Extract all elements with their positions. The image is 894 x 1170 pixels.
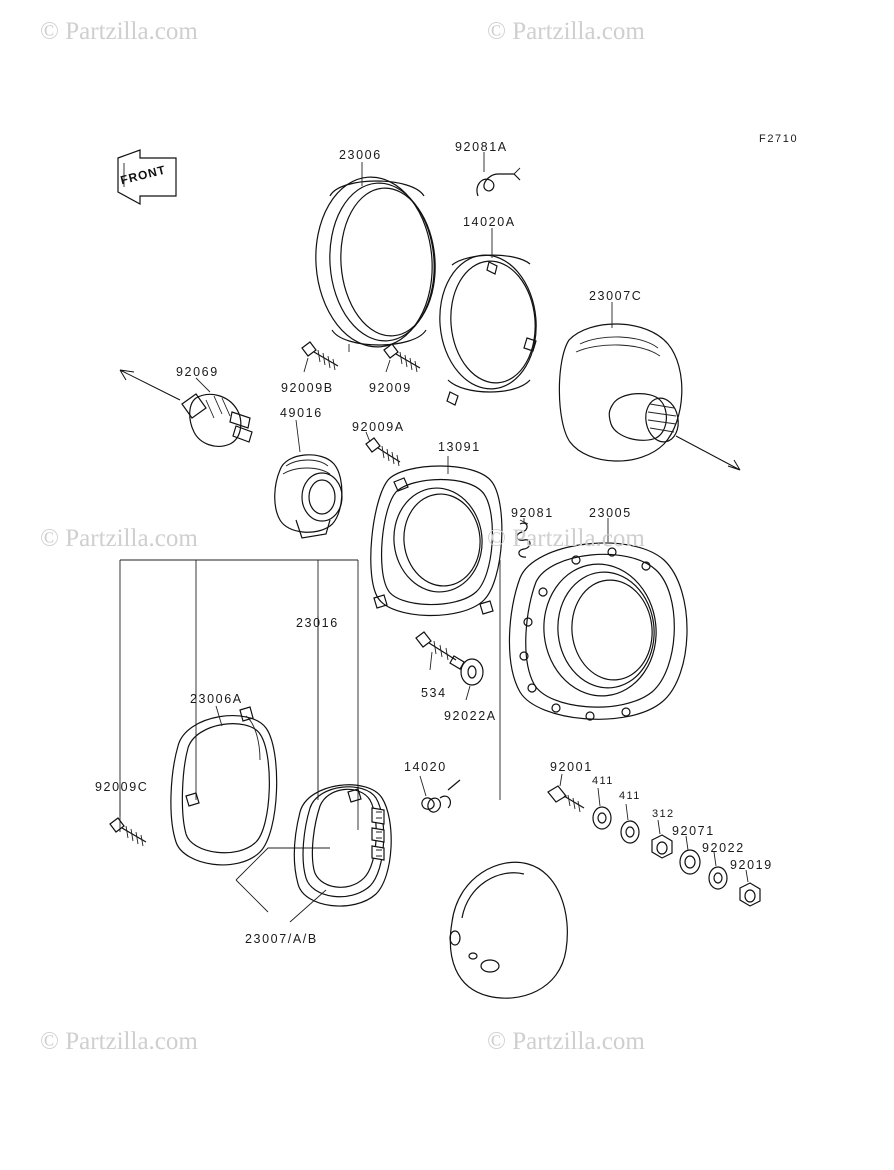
part-label-92081: 92081	[511, 506, 554, 520]
part-label-92081A: 92081A	[455, 140, 508, 154]
part-label-534: 534	[421, 686, 447, 700]
part-92009-screw	[384, 344, 420, 372]
watermark: © Partzilla.com	[40, 525, 198, 552]
part-label-411-2: 411	[619, 790, 641, 802]
part-label-23007AB: 23007/A/B	[245, 932, 318, 946]
part-label-23016: 23016	[296, 616, 339, 630]
part-92071-grommet	[680, 850, 700, 874]
part-534-screw	[416, 632, 464, 669]
part-14020A-retainer	[434, 251, 541, 405]
watermark: © Partzilla.com	[40, 18, 198, 45]
part-92009A-screw	[366, 438, 400, 466]
leader-411-2	[626, 804, 628, 820]
leader-92001	[560, 774, 562, 786]
part-label-92001: 92001	[550, 760, 593, 774]
part-92022-washer	[709, 867, 727, 889]
front-arrow-label: FRONT	[118, 162, 168, 188]
part-label-49016: 49016	[280, 406, 323, 420]
part-label-92069: 92069	[176, 365, 219, 379]
part-label-92009: 92009	[369, 381, 412, 395]
leader-92009B	[304, 358, 308, 372]
watermark: © Partzilla.com	[487, 1028, 645, 1055]
part-label-92022A: 92022A	[444, 709, 497, 723]
part-14020-spring	[422, 780, 460, 812]
part-13091-holder	[371, 466, 502, 616]
part-label-23006A: 23006A	[190, 692, 243, 706]
part-92081-spring	[517, 520, 530, 557]
leader-49016	[296, 420, 300, 452]
part-label-92019: 92019	[730, 858, 773, 872]
construction-lines	[120, 560, 500, 912]
leader-92022A	[466, 686, 470, 700]
part-label-411-1: 411	[592, 775, 614, 787]
watermark: © Partzilla.com	[487, 18, 645, 45]
leader-312	[658, 820, 660, 834]
part-411-washer-1	[593, 807, 611, 829]
part-label-92009B: 92009B	[281, 381, 334, 395]
watermark: © Partzilla.com	[40, 1028, 198, 1055]
leader-92071	[686, 836, 688, 850]
leader-14020	[420, 776, 426, 796]
part-label-14020A: 14020A	[463, 215, 516, 229]
part-23005-lens	[509, 543, 687, 720]
part-label-92009A: 92009A	[352, 420, 405, 434]
leader-92009	[386, 360, 390, 372]
part-23006-rim	[310, 173, 440, 352]
part-49016-grommet	[275, 455, 342, 538]
part-23006A-rim	[171, 707, 277, 865]
part-23007-shell	[450, 862, 567, 998]
part-92001-bolt	[548, 786, 584, 812]
part-label-92009C: 92009C	[95, 780, 149, 794]
part-312-nut	[652, 835, 672, 858]
sheet-code: F2710	[759, 133, 799, 145]
leader-411-1	[598, 788, 600, 806]
part-92019-nut	[740, 883, 760, 906]
leader-92069	[196, 378, 210, 392]
leader-23007AB	[290, 890, 326, 922]
part-92009C-screw	[110, 818, 146, 846]
part-92081A-spring	[477, 168, 520, 196]
part-label-14020: 14020	[404, 760, 447, 774]
part-92022A-washer	[461, 659, 483, 685]
part-label-312: 312	[652, 808, 675, 820]
part-411-washer-2	[621, 821, 639, 843]
part-label-23006: 23006	[339, 148, 382, 162]
part-label-92071: 92071	[672, 824, 715, 838]
part-label-23005: 23005	[589, 506, 632, 520]
part-23007-lens-unit	[294, 785, 391, 906]
part-23007C-reflector	[559, 324, 740, 470]
part-label-13091: 13091	[438, 440, 481, 454]
watermark: © Partzilla.com	[487, 525, 645, 552]
leader-534	[430, 652, 432, 670]
part-label-23007C: 23007C	[589, 289, 643, 303]
part-92009B-screw	[302, 342, 338, 370]
part-92069-bulb	[120, 370, 252, 446]
part-label-92022: 92022	[702, 841, 745, 855]
